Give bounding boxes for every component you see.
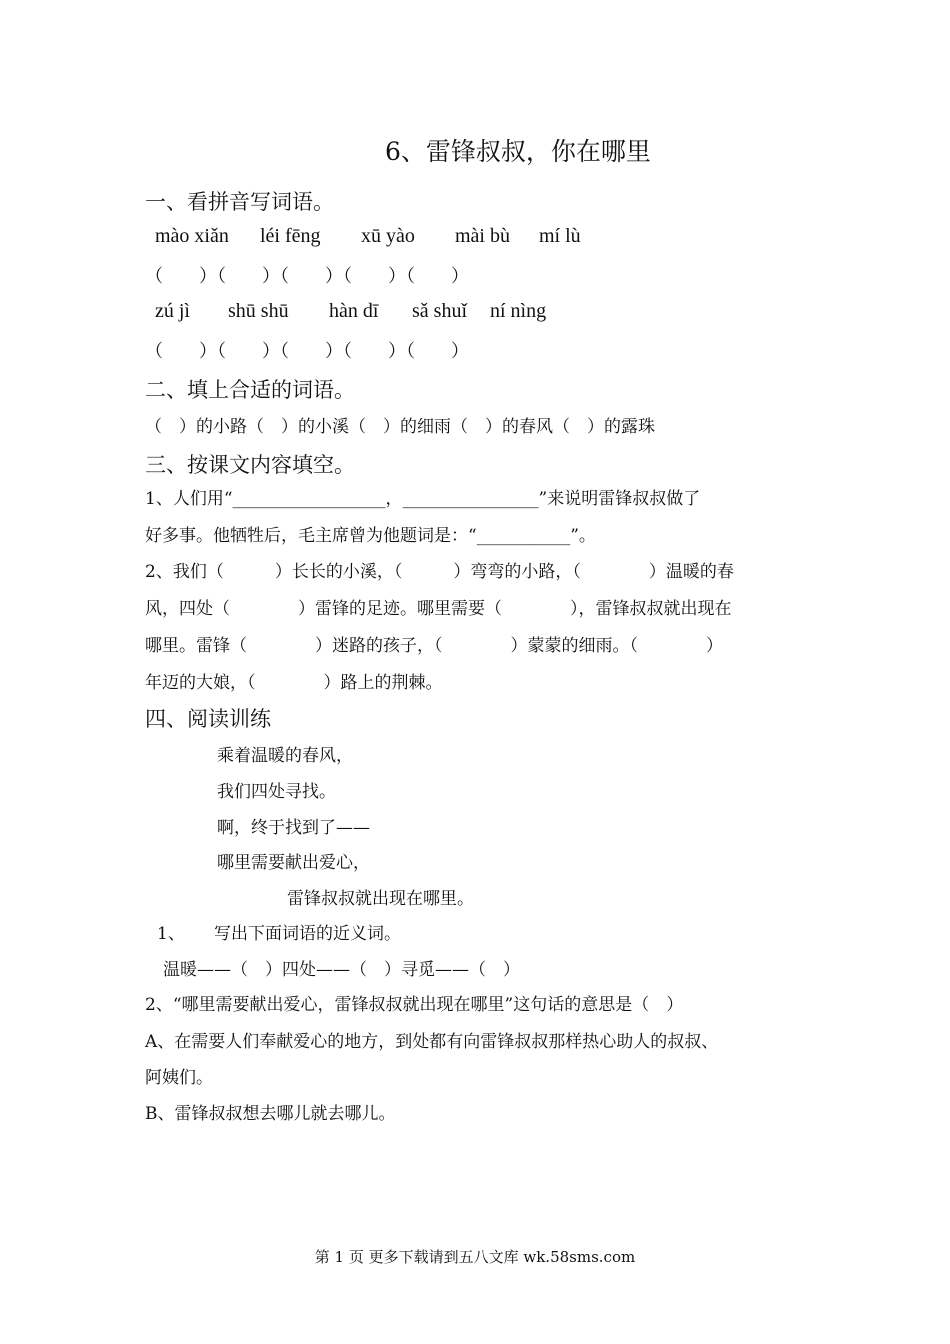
poem-line: 我们四处寻找。 bbox=[217, 782, 336, 802]
question-text[interactable]: 风，四处（ ）雷锋的足迹。哪里需要（ ），雷锋叔叔就出现在 bbox=[145, 599, 732, 619]
page-footer: 第 1 页 更多下载请到五八文库 wk.58sms.com bbox=[314, 1248, 636, 1266]
pinyin-item: shū shū bbox=[228, 300, 289, 322]
section4-heading: 四、阅读训练 bbox=[145, 707, 271, 731]
pinyin-item: mài bù bbox=[455, 225, 510, 247]
section3-heading: 三、按课文内容填空。 bbox=[145, 453, 355, 477]
pinyin-item: zú jì bbox=[155, 300, 190, 322]
question-text[interactable]: 年迈的大娘，（ ）路上的荆棘。 bbox=[145, 673, 443, 693]
question-text[interactable]: 1、人们用“__________________，________________”来说明雷锋叔叔做了 bbox=[145, 489, 701, 509]
fill-words-line[interactable]: （ ）的小路（ ）的小溪（ ）的细雨（ ）的春风（ ）的露珠 bbox=[145, 417, 655, 437]
page-title: 6、雷锋叔叔，你在哪里 bbox=[385, 137, 651, 166]
pinyin-item: xū yào bbox=[361, 225, 415, 247]
pinyin-item: mào xiǎn bbox=[155, 225, 229, 247]
section1-heading: 一、看拼音写词语。 bbox=[145, 190, 334, 214]
answer-blanks-row2[interactable]: （ ）（ ）（ ）（ ）（ ） bbox=[145, 341, 469, 362]
option-a: A、在需要人们奉献爱心的地方，到处都有向雷锋叔叔那样热心助人的叔叔、 bbox=[145, 1032, 719, 1052]
question-text[interactable]: 2、“哪里需要献出爱心，雷锋叔叔就出现在哪里”这句话的意思是（ ） bbox=[145, 995, 684, 1015]
synonym-answers[interactable]: 温暖——（ ）四处——（ ）寻觅——（ ） bbox=[163, 960, 520, 980]
poem-line: 啊，终于找到了—— bbox=[217, 818, 370, 838]
question-text[interactable]: 2、我们（ ）长长的小溪，（ ）弯弯的小路，（ ）温暖的春 bbox=[145, 562, 734, 582]
pinyin-item: mí lù bbox=[539, 225, 581, 247]
question-number: 1、 bbox=[157, 924, 185, 944]
poem-line: 雷锋叔叔就出现在哪里。 bbox=[287, 889, 474, 909]
option-b: B、雷锋叔叔想去哪儿就去哪儿。 bbox=[145, 1104, 396, 1124]
question-text: 写出下面词语的近义词。 bbox=[214, 924, 401, 944]
poem-line: 乘着温暖的春风， bbox=[217, 746, 353, 766]
pinyin-item: ní nìng bbox=[490, 300, 547, 322]
answer-blanks-row1[interactable]: （ ）（ ）（ ）（ ）（ ） bbox=[145, 266, 469, 287]
poem-line: 哪里需要献出爱心， bbox=[217, 853, 370, 873]
option-a: 阿姨们。 bbox=[145, 1068, 213, 1088]
pinyin-item: hàn dī bbox=[329, 300, 379, 322]
section2-heading: 二、填上合适的词语。 bbox=[145, 378, 355, 402]
pinyin-item: léi fēng bbox=[260, 225, 321, 247]
pinyin-item: sǎ shuǐ bbox=[412, 300, 467, 322]
question-text[interactable]: 哪里。雷锋（ ）迷路的孩子，（ ）蒙蒙的细雨。（ ） bbox=[145, 636, 723, 656]
question-text[interactable]: 好多事。他牺牲后，毛主席曾为他题词是：“___________”。 bbox=[145, 526, 596, 546]
